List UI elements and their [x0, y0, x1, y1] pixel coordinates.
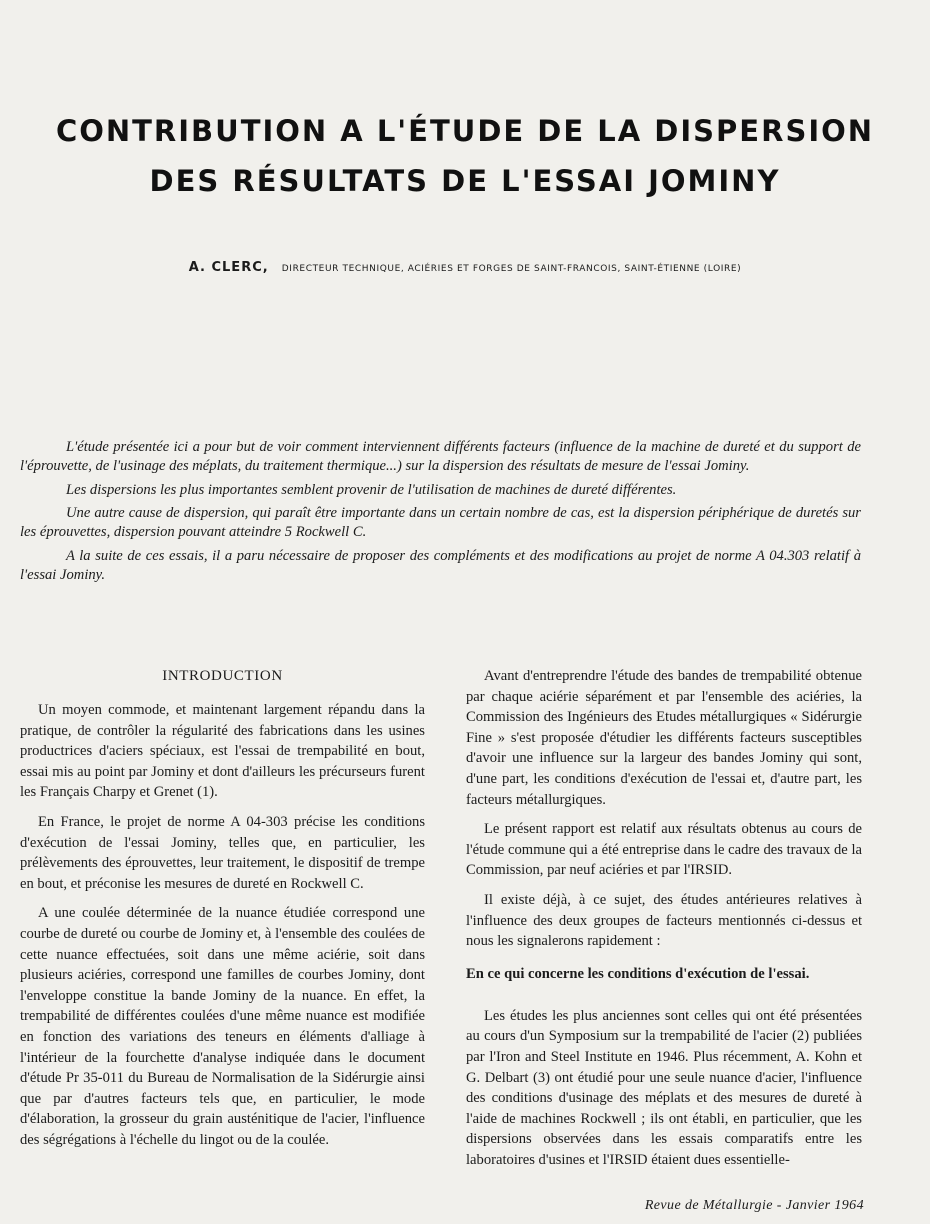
author-name: A. CLERC,	[188, 260, 269, 275]
body-paragraph: Un moyen commode, et maintenant largement répandu dans la pratique, de contrôler la régularité des fabrications dans les usines productrices d'aciers spéciaux, est l'essai de trempabilité en bout, essai mis au point par Jominy et dont d'ailleurs les précurseurs furent les Français Charpy et Grenet (1).	[20, 702, 425, 801]
body-paragraph: A une coulée déterminée de la nuance étudiée correspond une courbe de dureté ou courbe de Jominy et, à l'ensemble des coulées de cette nuance effectuées, soit dans une même aciérie, soit dans plusieurs aciéries, correspond une familles de courbes Jominy, dont l'enveloppe constitue la bande Jominy de la nuance. En effet, la trempabilité de différentes coulées d'une même nuance est modifiée en fonction des variations des teneurs en éléments d'alliage à l'intérieur de la fourchette d'analyse indiquée dans le document d'étude Pr 35-011 du Bureau de Normalisation de la Sidérurgie ainsi que par d'autres facteurs tels que, en particulier, le mode d'élaboration, la grosseur du grain austénitique de l'acier, l'influence des ségrégations à l'échelle du lingot ou de la coulée.	[20, 905, 425, 1148]
body-paragraph: En France, le projet de norme A 04-303 précise les conditions d'exécution de l'essai Jominy, telles que, en particulier, les prélèvements des éprouvettes, leur traitement, le dispositif de trempe en bout, et préconise les mesures de dureté en Rockwell C.	[20, 813, 425, 892]
abstract-paragraph: Les dispersions les plus importantes semblent provenir de l'utilisation de machines de dureté différentes.	[66, 481, 677, 498]
subsection-heading: En ce qui concerne les conditions d'exécution de l'essai.	[466, 965, 810, 982]
body-paragraph: Avant d'entreprendre l'étude des bandes de trempabilité obtenue par chaque aciérie séparément et par l'ensemble des aciéries, la Commission des Ingénieurs des Etudes métallurgiques « Sidérurgie Fine » s'est proposée d'étudier les différents facteurs susceptibles d'avoir une influence sur la largeur des bandes Jominy qui sont, d'une part, les conditions d'exécution de l'essai et, d'autre part, les facteurs métallurgiques.	[466, 668, 862, 808]
left-column	[20, 666, 425, 1159]
byline	[60, 256, 870, 275]
author-affiliation: DIRECTEUR TECHNIQUE, ACIÉRIES ET FORGES DE SAINT-FRANCOIS, SAINT-ÉTIENNE (LOIRE)	[281, 264, 742, 274]
article-title	[0, 106, 930, 206]
section-heading-introduction: INTRODUCTION	[162, 668, 283, 684]
abstract-paragraph: Une autre cause de dispersion, qui paraît être importante dans un certain nombre de cas, est la dispersion périphérique de duretés sur les éprouvettes, dispersion pouvant atteindre 5 Rockwell C.	[20, 505, 861, 541]
right-column	[466, 666, 862, 1179]
body-paragraph: Les études les plus anciennes sont celles qui ont été présentées au cours d'un Symposium sur la trempabilité de l'acier (2) publiées par l'Iron and Steel Institute en 1946. Plus récemment, A. Kohn et G. Delbart (3) ont étudié pour une seule nuance d'acier, l'influence des conditions d'usinage des méplats et des mesures de dureté à l'aide de machines Rockwell ; ils ont établi, en particulier, que les dispersions observées dans les essais comparatifs entre les laboratoires d'usines et l'IRSID étaient dues essentielle-	[466, 1007, 862, 1168]
title-line-2: DES RÉSULTATS DE L'ESSAI JOMINY	[149, 164, 781, 198]
body-paragraph: Il existe déjà, à ce sujet, des études antérieures relatives à l'influence des deux groupes de facteurs mentionnés ci-dessus et nous les signalerons rapidement :	[466, 891, 862, 950]
journal-footer: Revue de Métallurgie - Janvier 1964	[644, 1198, 864, 1213]
abstract-paragraph: A la suite de ces essais, il a paru nécessaire de proposer des compléments et des modifications au projet de norme A 04.303 relatif à l'essai Jominy.	[20, 547, 861, 583]
title-line-1: CONTRIBUTION A L'ÉTUDE DE LA DISPERSION	[55, 114, 875, 148]
abstract-paragraph: L'étude présentée ici a pour but de voir comment interviennent différents facteurs (influence de la machine de dureté et du support de l'éprouvette, de l'usinage des méplats, du traitement thermique...) sur la dispersion des résultats de mesure de l'essai Jominy.	[20, 439, 861, 474]
abstract	[20, 438, 861, 590]
body-paragraph: Le présent rapport est relatif aux résultats obtenus au cours de l'étude commune qui a été entreprise dans le cadre des travaux de la Commission, par neuf aciéries et par l'IRSID.	[466, 821, 862, 879]
